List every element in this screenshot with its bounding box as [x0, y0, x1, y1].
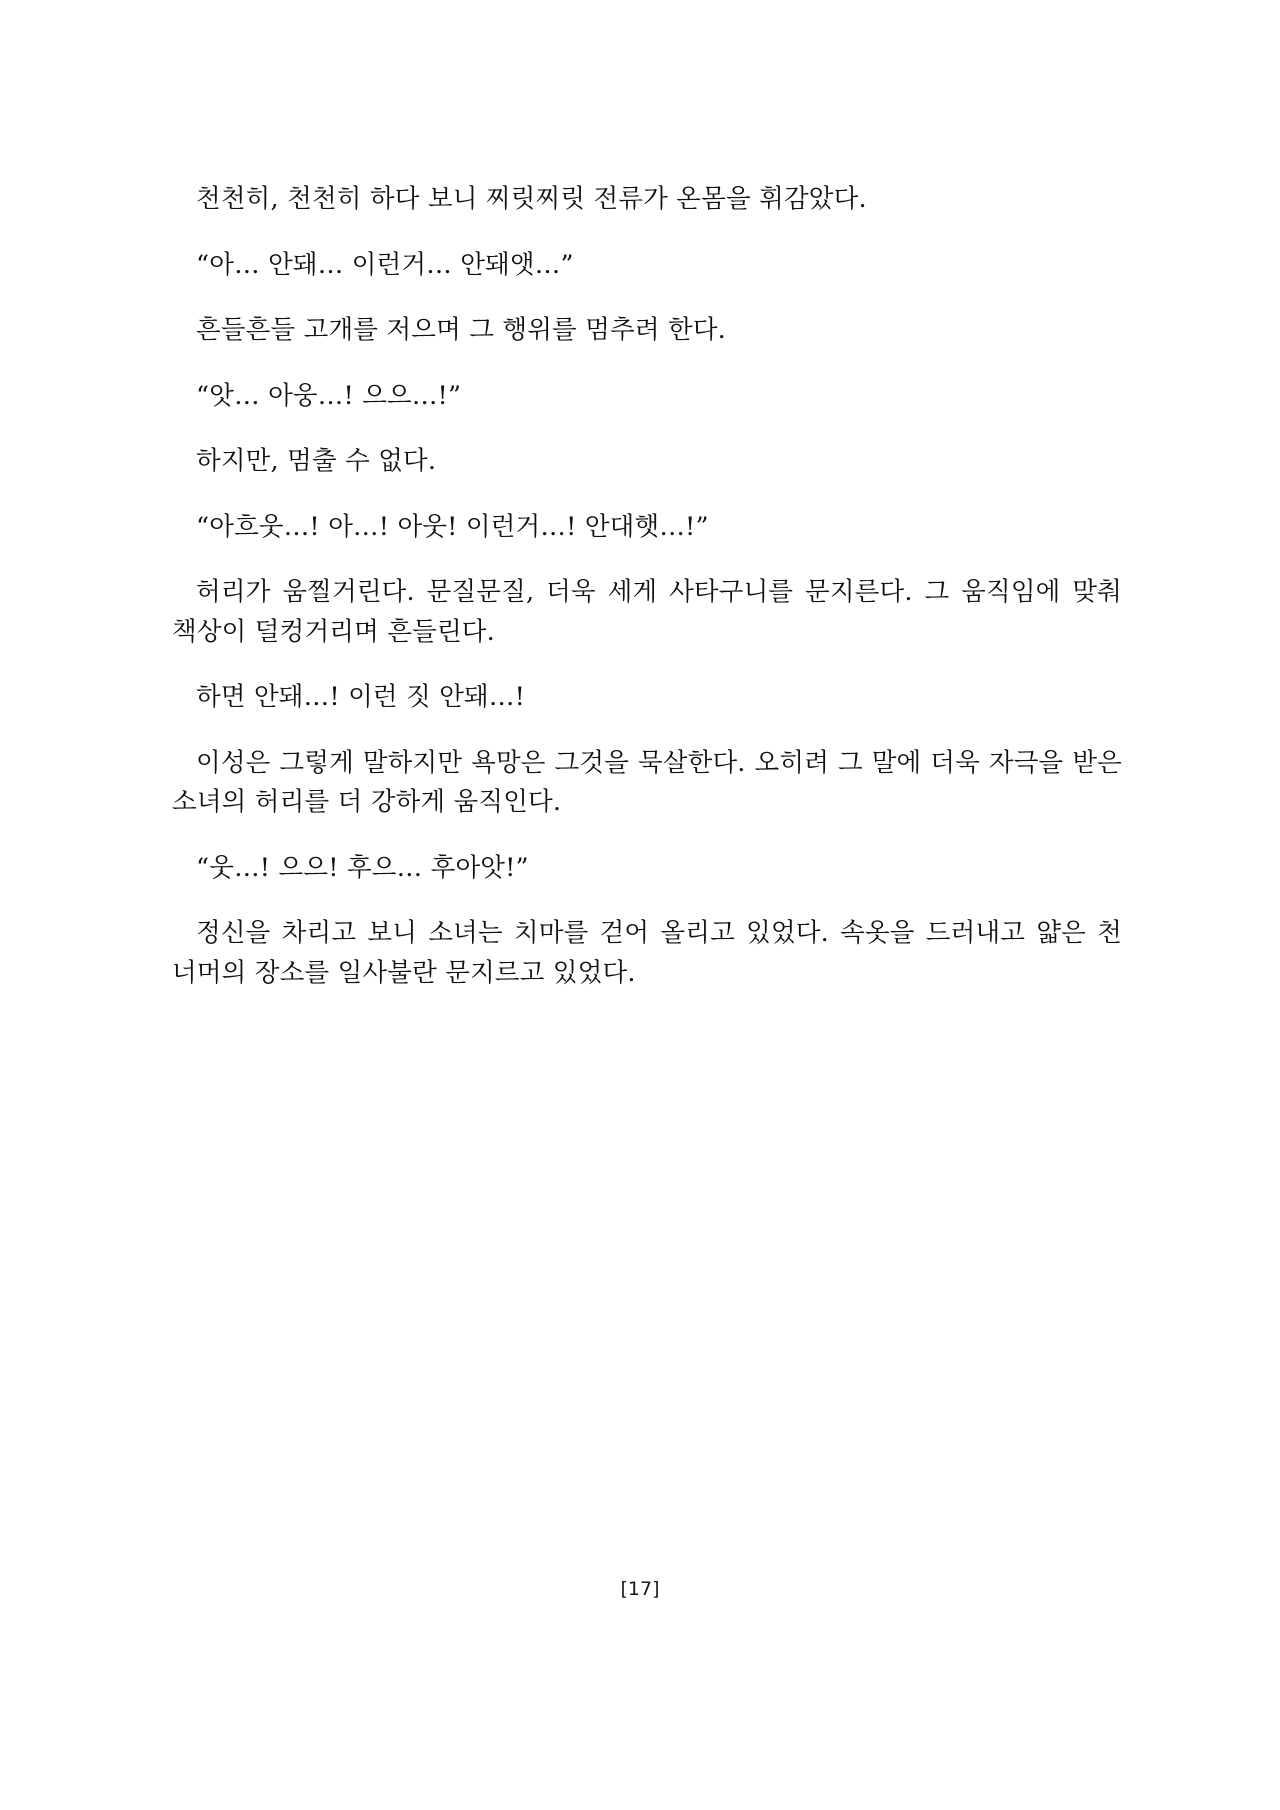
- paragraph: 이성은 그렇게 말하지만 욕망은 그것을 묵살한다. 오히려 그 말에 더욱 자극을 받은 소녀의 허리를 더 강하게 움직인다.: [172, 747, 1122, 818]
- paragraph: “아흐웃…! 아…! 아웃! 이런거…! 안대햇…!”: [196, 511, 709, 542]
- paragraph: 천천히, 천천히 하다 보니 찌릿찌릿 전류가 온몸을 휘감았다.: [196, 184, 867, 214]
- paragraph: 하지만, 멈출 수 없다.: [196, 446, 437, 477]
- paragraph: 흔들흔들 고개를 저으며 그 행위를 멈추려 한다.: [196, 315, 726, 346]
- page-body-text: [172, 180, 1122, 1019]
- paragraph: 하면 안돼…! 이런 짓 안돼…!: [196, 682, 526, 713]
- paragraph: “아… 안돼… 이런거… 안돼앳…”: [196, 249, 574, 280]
- page-number: [17]: [620, 1578, 660, 1600]
- paragraph: 허리가 움찔거린다. 문질문질, 더욱 세게 사타구니를 문지른다. 그 움직임에 맞춰 책상이 덜컹거리며 흔들린다.: [172, 577, 1122, 647]
- paragraph: “웃…! 으으! 후으… 후아앗!”: [196, 852, 529, 883]
- paragraph: “앗… 아웅…! 으으…!”: [196, 380, 462, 411]
- paragraph: 정신을 차리고 보니 소녀는 치마를 걷어 올리고 있었다. 속옷을 드러내고 얇은 천 너머의 장소를 일사불란 문지르고 있었다.: [172, 918, 1122, 988]
